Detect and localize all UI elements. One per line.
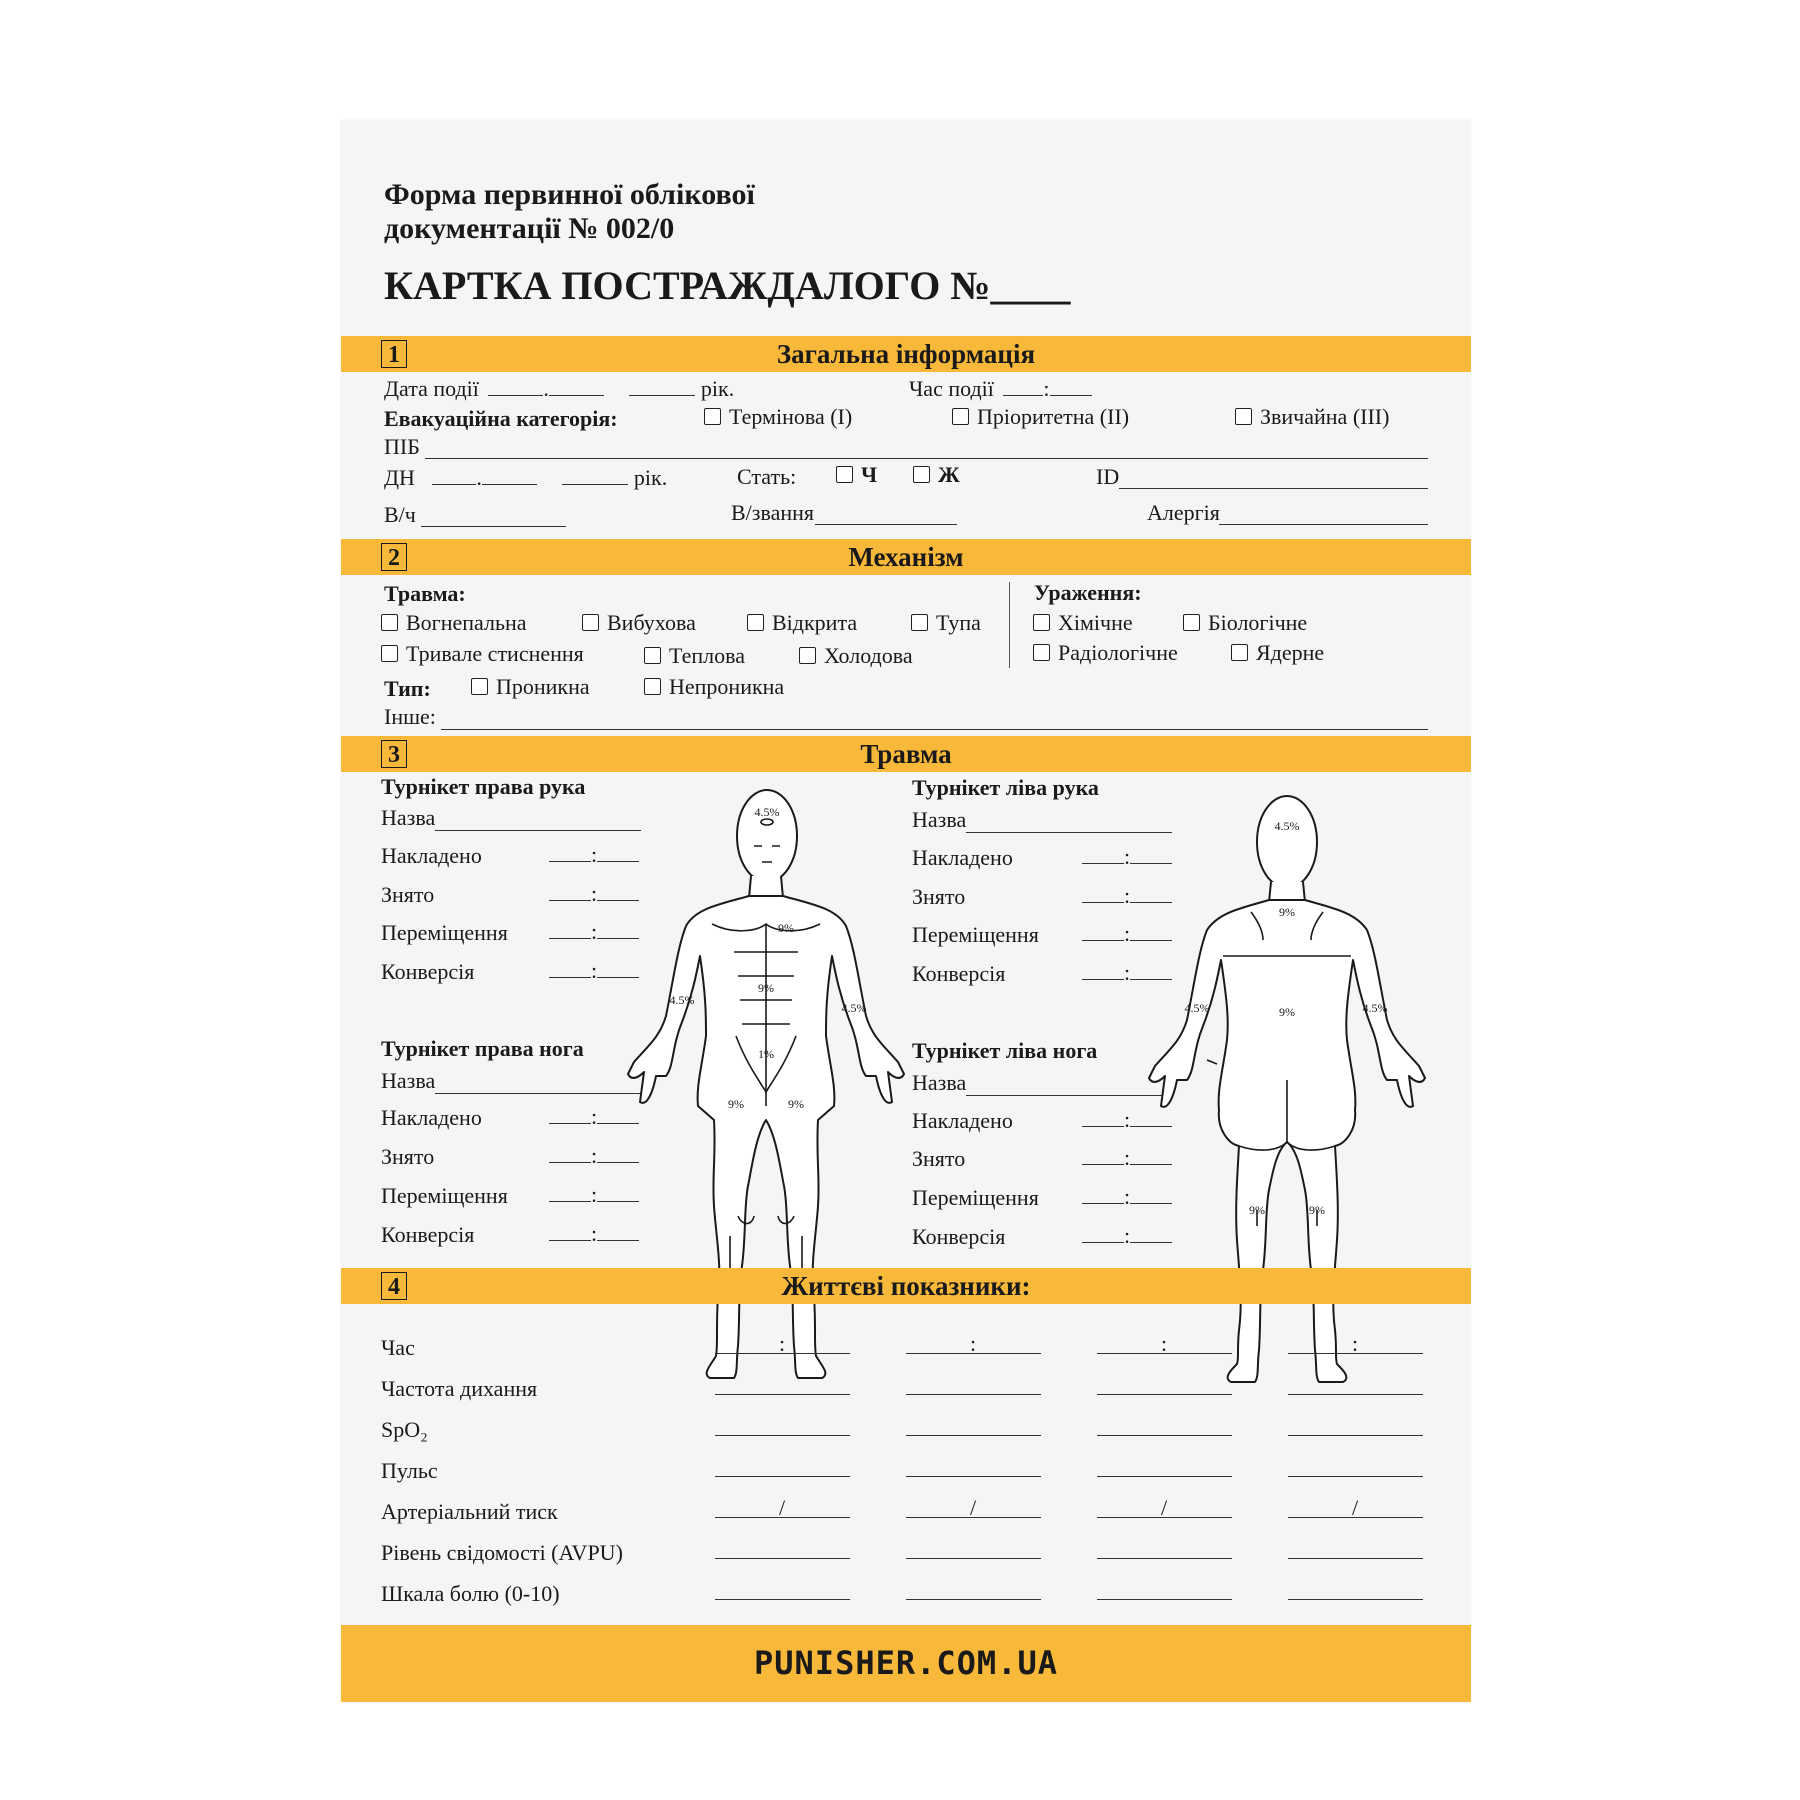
open-checkbox[interactable] [747,614,764,631]
sex-male-checkbox[interactable] [836,466,853,483]
vitals-field[interactable] [715,1435,850,1436]
cold-checkbox[interactable] [799,647,816,664]
evac-urgent-option[interactable] [704,404,852,430]
explosive-label: Вибухова [607,610,696,635]
allergy-label: Алергія [1147,500,1220,525]
radiological-label: Радіологічне [1058,640,1178,665]
evac-normal-option[interactable] [1235,404,1389,430]
right-arm-moved-time[interactable]: : [549,918,639,945]
vitals-field-separator: : [1352,1331,1359,1356]
right-leg-conversion-time[interactable]: : [549,1220,639,1247]
left-arm-name-field[interactable] [966,832,1172,833]
event-month-field[interactable] [549,375,604,396]
left-arm-moved-time[interactable]: : [1082,920,1172,947]
right-leg-name-field[interactable] [435,1093,641,1094]
vitals-field[interactable] [715,1599,850,1600]
right-leg-name-label: Назва [381,1068,436,1093]
vitals-field[interactable] [1288,1558,1423,1559]
penetrating-option[interactable] [471,674,590,700]
vitals-field[interactable] [906,1394,1041,1395]
vitals-field[interactable] [906,1476,1041,1477]
radiological-option[interactable] [1033,640,1178,666]
section-1-header [341,336,1471,372]
evac-urgent-label: Термінова (I) [729,404,853,429]
vitals-field[interactable] [715,1394,850,1395]
cold-option[interactable] [799,643,913,669]
left-arm-conversion-time[interactable]: : [1082,959,1172,986]
biological-option[interactable] [1183,610,1307,636]
mechanism-divider [1009,582,1010,668]
vitals-row-label: Шкала болю (0-10) [381,1581,560,1606]
front-groin-pct: 1% [758,1047,774,1061]
right-arm-conversion-label: Конверсія [381,959,475,984]
biological-checkbox[interactable] [1183,614,1200,631]
vitals-field[interactable] [1288,1435,1423,1436]
right-arm-name-label: Назва [381,805,436,830]
left-arm-moved-label: Переміщення [912,922,1039,947]
vitals-field[interactable] [906,1558,1041,1559]
vitals-row-label: Пульс [381,1458,438,1483]
right-leg-moved-label: Переміщення [381,1183,508,1208]
back-lower-pct: 9% [1279,1005,1295,1019]
trauma-label: Травма: [384,581,466,606]
vitals-field[interactable] [1097,1476,1232,1477]
left-arm-applied-label: Накладено [912,845,1013,870]
thermal-option[interactable] [644,643,745,669]
nuclear-label: Ядерне [1256,640,1325,665]
front-right-leg-pct: 9% [728,1097,744,1111]
right-leg-applied-time[interactable]: : [549,1103,639,1130]
front-head-pct: 4.5% [754,805,780,819]
right-leg-moved-time[interactable]: : [549,1181,639,1208]
sex-female-checkbox[interactable] [913,466,930,483]
form-title-line1: Форма первинної облікової [384,178,755,211]
vitals-field-separator: / [1161,1495,1168,1520]
full-name-label: ПІБ [384,434,420,459]
vitals-field-separator: / [779,1495,786,1520]
vitals-field[interactable] [1097,1558,1232,1559]
section-2-title: Механізм [848,542,964,572]
back-head-pct: 4.5% [1274,819,1300,833]
section-1-title: Загальна інформація [776,339,1036,369]
penetrating-label: Проникна [496,674,590,699]
section-4-title: Життєві показники: [781,1271,1031,1301]
open-option[interactable] [747,610,857,636]
blunt-label: Тупа [936,610,981,635]
cold-label: Холодова [824,643,913,668]
unit-field[interactable] [421,526,566,527]
section-3-header [341,736,1471,772]
front-left-arm-pct: 4.5% [841,1001,867,1015]
nuclear-checkbox[interactable] [1231,644,1248,661]
section-1-number: 1 [381,340,407,368]
section-4-header [341,1268,1471,1304]
left-leg-removed-label: Знято [912,1146,966,1171]
front-left-leg-pct: 9% [788,1097,804,1111]
evac-urgent-checkbox[interactable] [704,408,721,425]
crush-checkbox[interactable] [381,645,398,662]
vitals-field-separator: / [1352,1495,1359,1520]
vitals-field[interactable] [1097,1599,1232,1600]
gunshot-option[interactable] [381,610,527,636]
left-leg-name-field[interactable] [966,1095,1172,1096]
brand-logo: PUNISHER.COM.UA [754,1644,1058,1682]
rank-field[interactable] [815,524,957,525]
unit-label: В/ч [384,502,416,527]
event-year-label: рік. [700,376,735,401]
id-label: ID [1096,464,1120,489]
full-name-field[interactable] [425,458,1428,459]
biological-label: Біологічне [1208,610,1308,635]
vitals-field[interactable] [906,1599,1041,1600]
event-day-field[interactable] [488,375,543,396]
section-3-title: Травма [860,739,952,769]
left-leg-applied-label: Накладено [912,1108,1013,1133]
right-arm-conversion-time[interactable]: : [549,957,639,984]
right-arm-applied-time[interactable]: : [549,841,639,868]
card-title: КАРТКА ПОСТРАЖДАЛОГО №____ [384,263,1071,308]
chemical-option[interactable] [1033,610,1133,636]
back-right-leg-pct: 9% [1309,1203,1325,1217]
front-chest-pct: 9% [778,921,794,935]
open-label: Відкрита [772,610,858,635]
vitals-row-label: Частота дихання [381,1376,538,1401]
vitals-field[interactable] [1288,1394,1423,1395]
sex-female-option[interactable] [913,462,960,488]
back-left-arm-pct: 4.5% [1184,1001,1210,1015]
evac-priority-option[interactable] [952,404,1129,430]
event-date-label: Дата події [384,376,479,401]
birth-day-field[interactable] [432,464,476,485]
event-time-label: Час події [909,376,994,401]
sex-male-option[interactable] [836,462,877,488]
birth-date-row: ДН . рік. [384,465,668,490]
chemical-checkbox[interactable] [1033,614,1050,631]
left-leg-tourniquet-title: Турнікет ліва нога [912,1038,1098,1063]
explosive-checkbox[interactable] [582,614,599,631]
birth-year-field[interactable] [562,464,628,485]
back-right-arm-pct: 4.5% [1362,1001,1388,1015]
explosive-option[interactable] [582,610,696,636]
vitals-field[interactable] [1097,1435,1232,1436]
right-leg-removed-label: Знято [381,1144,435,1169]
crush-option[interactable] [381,641,584,667]
right-leg-tourniquet-title: Турнікет права нога [381,1036,584,1061]
nonpenetrating-option[interactable] [644,674,784,700]
vitals-field[interactable] [715,1476,850,1477]
evac-category-label: Евакуаційна категорія: [384,406,618,431]
sex-label: Стать: [737,464,797,489]
right-leg-removed-time[interactable]: : [549,1142,639,1169]
vitals-row-label: Час [381,1335,415,1360]
right-arm-applied-label: Накладено [381,843,482,868]
vitals-row-label: SpO₂ [381,1417,428,1442]
rank-label: В/звання [731,500,815,525]
vitals-field-separator: : [1161,1331,1168,1356]
gunshot-checkbox[interactable] [381,614,398,631]
evac-priority-checkbox[interactable] [952,408,969,425]
right-leg-applied-label: Накладено [381,1105,482,1130]
nonpenetrating-checkbox[interactable] [644,678,661,695]
blunt-option[interactable] [911,610,981,636]
left-arm-removed-label: Знято [912,884,966,909]
birth-date-label: ДН [384,465,415,490]
left-arm-removed-time[interactable]: : [1082,882,1172,909]
left-arm-applied-time[interactable]: : [1082,843,1172,870]
vitals-field[interactable] [1288,1599,1423,1600]
left-leg-moved-time[interactable]: : [1082,1183,1172,1210]
front-right-arm-pct: 4.5% [669,993,695,1007]
sex-male-label: Ч [861,462,878,487]
allergy-field[interactable] [1219,524,1428,525]
sex-female-label: Ж [938,462,960,487]
left-leg-applied-time[interactable]: : [1082,1106,1172,1133]
vitals-field-separator: : [970,1331,977,1356]
left-arm-tourniquet-title: Турнікет ліва рука [912,775,1099,800]
nuclear-option[interactable] [1231,640,1324,666]
right-arm-removed-label: Знято [381,882,435,907]
section-2-number: 2 [381,543,407,571]
type-label: Тип: [384,676,431,701]
form-title-line2: документації № 002/0 [384,212,675,245]
other-label: Інше: [384,704,436,729]
evac-normal-label: Звичайна (III) [1260,404,1390,429]
event-minute-field[interactable] [1050,375,1092,396]
left-arm-name-label: Назва [912,807,967,832]
section-4-number: 4 [381,1272,407,1300]
event-date-row: Дата події . рік. [384,376,735,401]
left-leg-conversion-time[interactable]: : [1082,1222,1172,1249]
penetrating-checkbox[interactable] [471,678,488,695]
right-leg-conversion-label: Конверсія [381,1222,475,1247]
footer-bar [341,1625,1471,1702]
section-3-number: 3 [381,740,407,768]
back-left-leg-pct: 9% [1249,1203,1265,1217]
evac-priority-label: Пріоритетна (II) [977,404,1130,429]
crush-label: Тривале стиснення [406,641,584,666]
left-leg-moved-label: Переміщення [912,1185,1039,1210]
vitals-field[interactable] [1288,1476,1423,1477]
front-abdomen-pct: 9% [758,981,774,995]
birth-year-label: рік. [633,465,668,490]
vitals-field[interactable] [1097,1394,1232,1395]
id-field[interactable] [1119,488,1428,489]
section-2-header [341,539,1471,575]
event-year-field[interactable] [629,375,695,396]
vitals-field[interactable] [906,1435,1041,1436]
back-upper-pct: 9% [1279,905,1295,919]
birth-month-field[interactable] [482,464,537,485]
left-leg-removed-time[interactable]: : [1082,1144,1172,1171]
vitals-field-separator: / [970,1495,977,1520]
event-time-row: Час події : [909,375,1092,402]
vitals-row-label: Артеріальний тиск [381,1499,558,1524]
blunt-checkbox[interactable] [911,614,928,631]
left-arm-conversion-label: Конверсія [912,961,1006,986]
vitals-row-label: Рівень свідомості (AVPU) [381,1540,623,1565]
vitals-field[interactable] [715,1558,850,1559]
thermal-label: Теплова [669,643,745,668]
event-hour-field[interactable] [1003,375,1043,396]
other-field[interactable] [441,729,1428,730]
trauma-card-sheet [341,120,1471,1702]
right-arm-removed-time[interactable]: : [549,880,639,907]
right-arm-moved-label: Переміщення [381,920,508,945]
left-leg-conversion-label: Конверсія [912,1224,1006,1249]
right-arm-name-field[interactable] [435,830,641,831]
left-leg-name-label: Назва [912,1070,967,1095]
evac-normal-checkbox[interactable] [1235,408,1252,425]
right-arm-tourniquet-title: Турнікет права рука [381,774,586,799]
nonpenetrating-label: Непроникна [669,674,785,699]
gunshot-label: Вогнепальна [406,610,527,635]
vitals-field-separator: : [779,1331,786,1356]
thermal-checkbox[interactable] [644,647,661,664]
lesion-label: Ураження: [1034,580,1142,605]
radiological-checkbox[interactable] [1033,644,1050,661]
chemical-label: Хімічне [1058,610,1133,635]
